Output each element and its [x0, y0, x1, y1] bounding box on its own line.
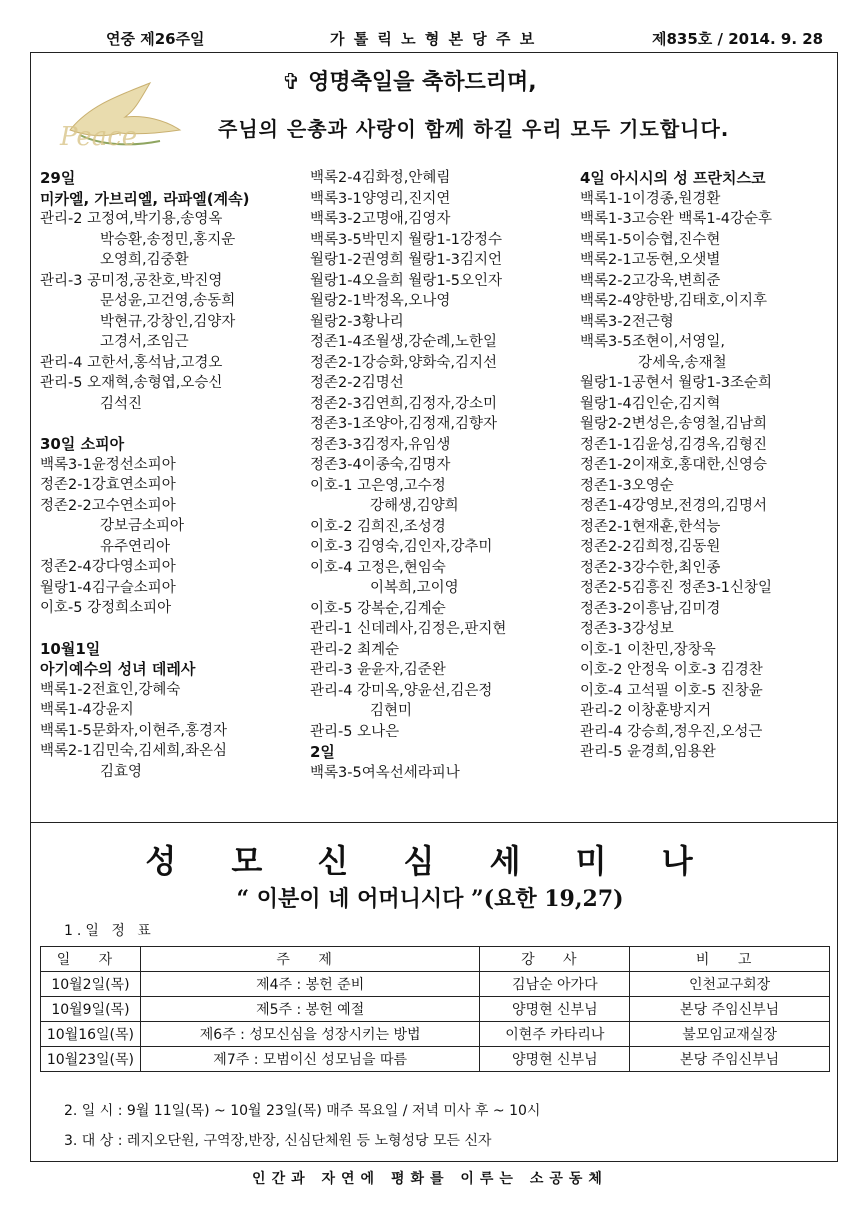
name-line: 백록2-1김민숙,김세희,좌온심	[40, 743, 227, 759]
name-line: 월랑1-4오을희 월랑1-5오인자	[310, 272, 503, 289]
schedule-note: 본당 주임신부님	[630, 997, 830, 1022]
schedule-row	[41, 1022, 830, 1047]
name-line: 정존3-3강성보	[580, 621, 674, 637]
name-line: 월랑2-2변성은,송영철,김남희	[580, 416, 767, 432]
footer-slogan: 인간과 자연에 평화를 이루는 소공동체	[252, 1171, 608, 1187]
name-line: 관리-2 고정여,박기용,송영옥	[40, 211, 223, 227]
schedule-topic: 제7주 : 모범이신 성모님을 따름	[140, 1047, 480, 1072]
name-line: 이호-1 이찬민,장창욱	[580, 641, 716, 658]
name-line: 이호-3 김영숙,김인자,강추미	[310, 539, 493, 555]
name-line: 이호-1 고은영,고수정	[310, 477, 446, 494]
name-line: 백록3-1양영리,진지연	[310, 190, 451, 207]
name-line: 백록1-1이경종,원경환	[580, 190, 721, 207]
name-line: 정존1-1김윤성,김경옥,김형진	[580, 436, 767, 453]
schedule-topic: 제4주 : 봉헌 준비	[140, 972, 480, 997]
schedule-topic: 제6주 : 성모신심을 성장시키는 방법	[140, 1022, 480, 1047]
name-line: 정존2-1강승화,양화숙,김지선	[310, 354, 497, 371]
name-line: 정존2-1현재훈,한석능	[580, 518, 721, 535]
schedule-row	[41, 1047, 830, 1072]
name-line: 이호-5 강복순,김계순	[310, 600, 446, 617]
page-header	[0, 28, 860, 50]
name-line: 관리-4 강미옥,양윤선,김은정	[310, 682, 493, 699]
section-divider	[30, 822, 838, 823]
name-line: 정존1-4강영보,전경의,김명서	[580, 498, 767, 514]
name-line: 이복희,고이영	[370, 580, 459, 596]
seminar-time: 2. 일 시 : 9월 11일(목) ~ 10월 23일(목) 매주 목요일 / 저녁 미사 후 ~ 10시	[64, 1103, 541, 1119]
name-line: 정존2-3강수한,최인종	[580, 559, 721, 576]
feast-heading: 2일	[310, 743, 335, 761]
name-line: 정존2-2고수연소피아	[40, 497, 176, 514]
schedule-date: 10월23일(목)	[41, 1047, 141, 1072]
name-line: 백록2-4양한방,김태호,이지후	[580, 293, 767, 309]
name-line: 정존2-3김연희,김정자,강소미	[310, 395, 497, 412]
name-line: 정존1-2이재호,홍대한,신영승	[580, 457, 767, 473]
name-line: 백록3-2전근형	[580, 313, 674, 330]
name-line: 이호-4 고석필 이호-5 진창윤	[580, 682, 763, 699]
name-line: 유주연리아	[100, 538, 171, 555]
name-line: 정존3-4이종숙,김명자	[310, 457, 451, 473]
name-line: 고경서,조임근	[100, 334, 189, 350]
name-line: 백록3-5박민지 월랑1-1강정수	[310, 231, 503, 248]
name-line: 정존2-1강효연소피아	[40, 477, 176, 493]
name-line: 백록3-1윤정선소피아	[40, 456, 176, 473]
parish-name: 가 톨 릭 노 형 본 당 주 보	[330, 30, 537, 48]
schedule-note: 인천교구회장	[630, 972, 830, 997]
name-line: 강해생,김양희	[370, 498, 459, 514]
name-line: 정존2-5김흥진 정존3-1신창일	[580, 580, 773, 596]
name-line: 관리-4 강승희,정우진,오성근	[580, 723, 763, 740]
schedule-speaker: 이현주 카타리나	[480, 1022, 630, 1047]
name-line: 관리-5 윤경희,임용완	[580, 744, 716, 760]
name-line: 월랑1-1공현서 월랑1-3조순희	[580, 375, 773, 391]
name-line: 관리-4 고한서,홍석남,고경오	[40, 354, 223, 371]
name-line: 강보금소피아	[100, 518, 185, 534]
name-line: 백록1-4강윤지	[40, 702, 134, 718]
name-line: 이호-2 안정욱 이호-3 김경찬	[580, 662, 763, 678]
name-line: 월랑1-4김구슬소피아	[40, 579, 176, 596]
seminar-target: 3. 대 상 : 레지오단원, 구역장,반장, 신심단체원 등 노형성당 모든 신자	[64, 1133, 492, 1149]
schedule-topic: 제5주 : 봉헌 예절	[140, 997, 480, 1022]
name-line: 박현규,강창인,김양자	[100, 313, 236, 330]
schedule-header-row	[41, 947, 830, 972]
name-line: 월랑1-4김인순,김지혁	[580, 395, 721, 412]
name-line: 백록1-3고승완 백록1-4강순후	[580, 211, 773, 227]
name-line: 정존2-2김명선	[310, 375, 404, 391]
schedule-speaker: 김남순 아가다	[480, 972, 630, 997]
spacer	[40, 619, 302, 639]
name-line: 관리-1 신데레사,김정은,판지현	[310, 621, 507, 637]
name-line: 관리-3 공미정,공찬호,박진영	[40, 272, 223, 289]
name-line: 문성윤,고건영,송동희	[100, 293, 236, 309]
schedule-row	[41, 972, 830, 997]
name-line: 정존3-1조양아,김정재,김향자	[310, 416, 497, 432]
name-line: 백록1-5이승협,진수현	[580, 231, 721, 248]
schedule-speaker: 양명현 신부님	[480, 997, 630, 1022]
name-line: 강세욱,송재철	[638, 354, 727, 371]
name-line: 정존3-3김정자,유임생	[310, 436, 451, 453]
feast-heading: 미카엘, 가브리엘, 라파엘(계속)	[40, 189, 250, 208]
name-line: 관리-5 오재혁,송형엽,오승신	[40, 375, 223, 391]
name-line: 정존1-4조월생,강순례,노한일	[310, 334, 497, 350]
name-line: 이호-2 김희진,조성경	[310, 518, 446, 535]
feast-column-2	[310, 168, 572, 783]
feast-heading: 30일 소피아	[40, 435, 125, 453]
name-line: 월랑2-3황나리	[310, 313, 404, 330]
issue-label: 제835호 / 2014. 9. 28	[652, 30, 824, 48]
schedule-row	[41, 997, 830, 1022]
name-line: 김효영	[100, 763, 143, 780]
header-topic: 주 제	[140, 947, 480, 972]
feast-heading: 29일	[40, 169, 76, 187]
name-line: 관리-2 이창훈방지거	[580, 703, 712, 719]
name-line: 백록3-5여옥선세라피나	[310, 764, 460, 781]
schedule-date: 10월16일(목)	[41, 1022, 141, 1047]
name-line: 백록2-1고동현,오샛별	[580, 252, 721, 268]
seminar-title: 성 모 신 심 세 미 나	[145, 842, 715, 880]
schedule-date: 10월9일(목)	[41, 997, 141, 1022]
name-line: 이호-5 강정희소피아	[40, 600, 172, 616]
name-line: 백록3-2고명애,김영자	[310, 211, 451, 227]
name-line: 월랑1-2권영희 월랑1-3김지언	[310, 252, 503, 268]
feast-column-1	[40, 168, 302, 782]
name-line: 백록3-5조현이,서영일,	[580, 334, 725, 350]
name-line: 월랑2-1박정옥,오나영	[310, 293, 451, 309]
header-date: 일 자	[41, 947, 141, 972]
schedule-date: 10월2일(목)	[41, 972, 141, 997]
feast-heading: 10월1일	[40, 639, 101, 658]
feast-heading: 4일 아시시의 성 프란치스코	[580, 169, 766, 187]
name-line: 오영희,김중환	[100, 252, 189, 268]
name-line: 김석진	[100, 395, 143, 412]
name-line: 이호-4 고정은,현임숙	[310, 559, 446, 576]
schedule-speaker: 양명현 신부님	[480, 1047, 630, 1072]
name-line: 백록2-2고강욱,변희준	[580, 272, 721, 289]
header-note: 비 고	[630, 947, 830, 972]
name-line: 관리-2 최계순	[310, 641, 400, 658]
schedule-heading: 1.일 정 표	[64, 923, 155, 939]
name-line: 박승환,송정민,홍지운	[100, 231, 236, 248]
schedule-note: 불모임교재실장	[630, 1022, 830, 1047]
week-label: 연중 제26주일	[106, 30, 205, 48]
name-line: 정존2-2김희정,김동원	[580, 539, 721, 555]
seminar-subtitle: “ 이분이 네 어머니시다 ”(요한 19,27)	[236, 886, 624, 912]
name-line: 백록2-4김화정,안혜림	[310, 170, 451, 186]
greeting-title: ✞ 영명축일을 축하드리며,	[282, 70, 537, 95]
name-line: 김현미	[370, 703, 413, 719]
name-line: 정존1-3오영순	[580, 477, 674, 494]
name-line: 관리-5 오나은	[310, 723, 400, 740]
header-speaker: 강 사	[480, 947, 630, 972]
schedule-table	[40, 946, 830, 1072]
schedule-note: 본당 주임신부님	[630, 1047, 830, 1072]
name-line: 정존3-2이흥남,김미경	[580, 600, 721, 617]
name-line: 관리-3 윤윤자,김준완	[310, 662, 446, 678]
name-line: 백록1-5문화자,이현주,홍경자	[40, 722, 227, 739]
feast-heading: 아기예수의 성녀 데레사	[40, 660, 196, 678]
name-line: 백록1-2전효인,강혜숙	[40, 681, 181, 698]
peace-dove-icon	[50, 75, 190, 155]
feast-column-3	[580, 168, 836, 763]
peace-watermark-text: Peace	[60, 122, 138, 152]
name-line: 정존2-4강다영소피아	[40, 559, 176, 575]
greeting-subtitle: 주님의 은총과 사랑이 함께 하길 우리 모두 기도합니다.	[218, 117, 730, 141]
spacer	[40, 414, 302, 434]
